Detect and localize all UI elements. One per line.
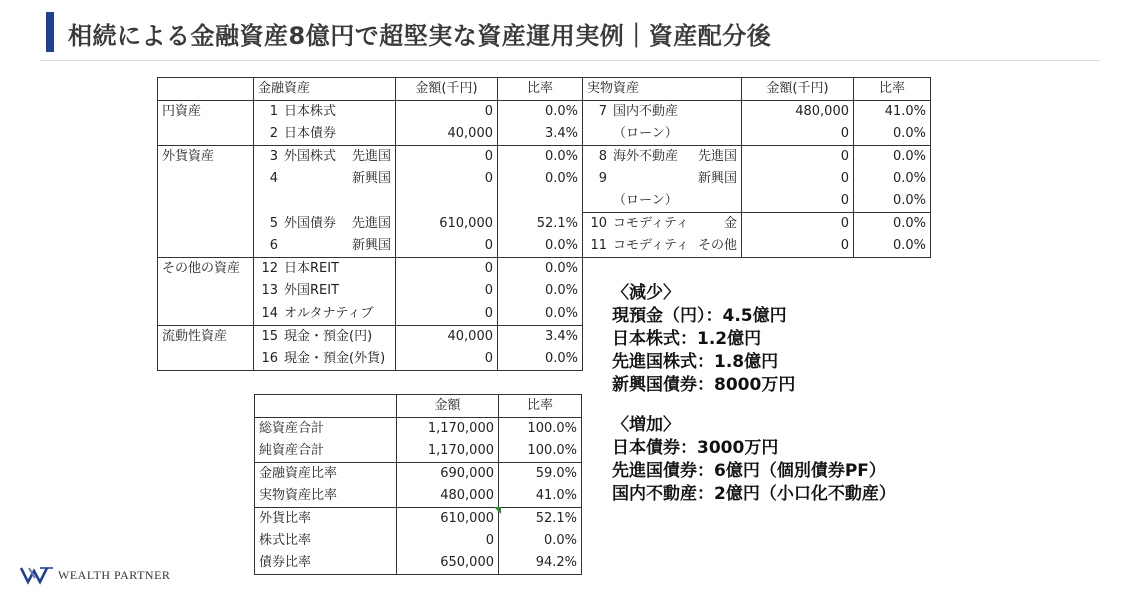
ratio-cell: 0.0% — [854, 213, 931, 236]
asset-name-cell — [254, 145, 396, 168]
asset-number: 7 — [598, 103, 607, 119]
asset-number: 8 — [598, 148, 607, 164]
increase-notes — [612, 414, 896, 506]
header-cell: 金額 — [397, 395, 499, 418]
ratio-cell: 0.0% — [498, 258, 583, 281]
increase-heading: 〈増加〉 — [612, 415, 680, 435]
category-cell — [158, 348, 254, 371]
header-cell — [255, 395, 397, 418]
table-row — [255, 440, 582, 463]
asset-name-cell — [254, 325, 396, 348]
asset-name-cell — [254, 258, 396, 281]
table-header-row — [158, 78, 931, 101]
table-row — [158, 348, 931, 371]
empty-cell — [583, 258, 931, 281]
table-header-row — [255, 395, 582, 418]
header-cell — [158, 78, 254, 101]
asset-name-cell — [254, 348, 396, 371]
ratio-cell: 0.0% — [498, 303, 583, 326]
summary-label-cell: 債券比率 — [255, 552, 397, 575]
ratio-cell: 3.4% — [498, 325, 583, 348]
amount-cell: 0 — [742, 145, 854, 168]
table-row — [158, 100, 931, 123]
asset-name: オルタナティブ — [284, 305, 374, 321]
asset-sub: 新興国 — [351, 170, 391, 186]
ratio-cell: 41.0% — [499, 485, 582, 508]
ratio-cell: 0.0% — [498, 280, 583, 303]
header-cell: 金融資産 — [254, 78, 396, 101]
asset-name: 外国REIT — [284, 283, 340, 299]
summary-label-cell: 金融資産比率 — [255, 462, 397, 485]
table-row — [255, 485, 582, 508]
category-cell: 流動性資産 — [158, 325, 254, 348]
asset-name: 外国株式 — [284, 148, 337, 164]
asset-number: 11 — [590, 238, 607, 253]
table-row — [158, 145, 931, 168]
asset-sub: 新興国 — [697, 170, 737, 186]
ratio-cell: 0.0% — [854, 123, 931, 146]
asset-number: 3 — [269, 148, 278, 164]
asset-number: 13 — [261, 283, 278, 299]
note-line: 先進国債券：6億円（個別債券PF） — [612, 461, 886, 481]
ratio-cell: 59.0% — [499, 462, 582, 485]
header-cell: 金額(千円) — [742, 78, 854, 101]
ratio-cell: 3.4% — [498, 123, 583, 146]
amount-cell: 480,000 — [742, 100, 854, 123]
ratio-cell: 0.0% — [498, 235, 583, 258]
amount-cell: 0 — [396, 145, 498, 168]
header-cell: 比率 — [854, 78, 931, 101]
ratio-cell: 0.0% — [854, 168, 931, 191]
table-row — [255, 530, 582, 553]
asset-name: 海外不動産 — [613, 148, 679, 164]
asset-number: 12 — [261, 261, 278, 276]
decrease-notes — [612, 282, 795, 397]
amount-cell: 0 — [397, 530, 499, 553]
amount-cell: 0 — [742, 123, 854, 146]
category-cell: その他の資産 — [158, 258, 254, 281]
note-line: 現預金（円）：4.5億円 — [612, 306, 787, 326]
asset-name-cell — [254, 213, 396, 236]
asset-name-cell — [254, 190, 396, 213]
note-line: 日本債券：3000万円 — [612, 438, 779, 458]
header-cell: 比率 — [498, 78, 583, 101]
asset-name: 現金・預金(外貨) — [284, 350, 386, 366]
amount-cell: 610,000 — [396, 213, 498, 236]
category-cell: 円資産 — [158, 100, 254, 123]
amount-cell: 610,000 — [397, 507, 499, 530]
ratio-cell: 94.2% — [499, 552, 582, 575]
asset-name: 日本REIT — [284, 261, 340, 276]
table-row — [255, 417, 582, 440]
category-cell — [158, 190, 254, 213]
summary-label-cell: 総資産合計 — [255, 417, 397, 440]
asset-name: 外国債券 — [284, 215, 337, 231]
table-row — [158, 213, 931, 236]
decrease-heading: 〈減少〉 — [612, 283, 680, 303]
ratio-cell: 0.0% — [854, 235, 931, 258]
real-asset-name-cell — [583, 190, 742, 213]
summary-table — [254, 394, 582, 575]
asset-number: 1 — [269, 103, 278, 119]
brand-logo — [20, 565, 170, 585]
cell-comment-marker — [494, 507, 501, 514]
title-divider — [40, 60, 1100, 61]
category-cell — [158, 280, 254, 303]
title-accent-bar — [46, 12, 54, 52]
ratio-cell: 52.1% — [499, 507, 582, 530]
table-row — [158, 325, 931, 348]
amount-cell: 480,000 — [397, 485, 499, 508]
amount-cell: 0 — [396, 100, 498, 123]
ratio-cell: 0.0% — [854, 190, 931, 213]
ratio-cell: 0.0% — [498, 100, 583, 123]
table-row — [255, 462, 582, 485]
header-cell: 実物資産 — [583, 78, 742, 101]
asset-name-cell — [254, 235, 396, 258]
summary-label-cell: 純資産合計 — [255, 440, 397, 463]
note-line: 先進国株式：1.8億円 — [612, 352, 779, 372]
amount-cell: 0 — [396, 235, 498, 258]
page-title: 相続による金融資産8億円で超堅実な資産運用実例｜資産配分後 — [68, 22, 772, 50]
category-cell — [158, 123, 254, 146]
asset-sub: その他 — [697, 238, 737, 253]
category-cell — [158, 303, 254, 326]
note-line: 新興国債券：8000万円 — [612, 375, 796, 395]
amount-cell: 1,170,000 — [397, 417, 499, 440]
asset-name: 国内不動産 — [613, 103, 679, 119]
brand-name: WEALTH PARTNER — [58, 567, 171, 582]
asset-number: 6 — [269, 238, 278, 253]
amount-cell: 40,000 — [396, 325, 498, 348]
asset-number: 15 — [261, 328, 278, 344]
note-line: 日本株式：1.2億円 — [612, 329, 762, 349]
asset-name: 日本債券 — [284, 125, 337, 141]
asset-number: 10 — [590, 216, 607, 231]
note-line: 国内不動産：2億円（小口化不動産） — [612, 484, 896, 504]
asset-number: 5 — [269, 215, 278, 231]
ratio-cell — [498, 190, 583, 213]
asset-name: コモディティ — [613, 238, 689, 253]
category-cell — [158, 168, 254, 191]
real-asset-name-cell — [583, 145, 742, 168]
asset-name: （ローン） — [613, 193, 678, 208]
summary-label-cell: 株式比率 — [255, 530, 397, 553]
asset-sub: 先進国 — [351, 215, 391, 231]
wealth-partner-logo-icon — [20, 565, 54, 585]
table-row — [158, 190, 931, 213]
table-row — [158, 303, 931, 326]
real-asset-name-cell — [583, 123, 742, 146]
asset-sub: 金 — [723, 216, 737, 231]
summary-label-cell: 外貨比率 — [255, 507, 397, 530]
real-asset-name-cell — [583, 213, 742, 236]
allocation-table — [157, 77, 931, 371]
summary-label-cell: 実物資産比率 — [255, 485, 397, 508]
amount-cell: 0 — [396, 280, 498, 303]
table-row — [158, 280, 931, 303]
asset-number: 9 — [598, 170, 607, 186]
asset-number: 14 — [261, 305, 278, 321]
amount-cell: 40,000 — [396, 123, 498, 146]
amount-cell: 0 — [396, 303, 498, 326]
ratio-cell: 100.0% — [499, 417, 582, 440]
amount-cell: 0 — [742, 235, 854, 258]
ratio-cell: 0.0% — [498, 168, 583, 191]
table-row — [158, 235, 931, 258]
ratio-cell: 0.0% — [498, 145, 583, 168]
real-asset-name-cell — [583, 100, 742, 123]
category-cell — [158, 235, 254, 258]
amount-cell: 0 — [396, 348, 498, 371]
amount-cell: 0 — [396, 168, 498, 191]
table-row — [158, 258, 931, 281]
ratio-cell: 0.0% — [498, 348, 583, 371]
asset-sub: 先進国 — [351, 148, 391, 164]
asset-name: コモディティ — [613, 216, 689, 231]
category-cell: 外貨資産 — [158, 145, 254, 168]
ratio-cell: 100.0% — [499, 440, 582, 463]
amount-cell: 690,000 — [397, 462, 499, 485]
amount-cell — [396, 190, 498, 213]
asset-name: （ローン） — [613, 125, 678, 141]
ratio-cell: 0.0% — [854, 145, 931, 168]
amount-cell: 1,170,000 — [397, 440, 499, 463]
table-row — [158, 168, 931, 191]
header-cell: 金額(千円) — [396, 78, 498, 101]
asset-sub: 先進国 — [697, 148, 737, 164]
amount-cell: 0 — [742, 168, 854, 191]
table-row — [255, 507, 582, 530]
asset-name-cell — [254, 168, 396, 191]
asset-number: 4 — [269, 170, 278, 186]
asset-number: 16 — [261, 350, 278, 366]
amount-cell: 0 — [396, 258, 498, 281]
asset-name: 日本株式 — [284, 103, 337, 119]
real-asset-name-cell — [583, 168, 742, 191]
asset-name-cell — [254, 280, 396, 303]
real-asset-name-cell — [583, 235, 742, 258]
header-cell: 比率 — [499, 395, 582, 418]
table-row — [158, 123, 931, 146]
amount-cell: 650,000 — [397, 552, 499, 575]
ratio-cell: 52.1% — [498, 213, 583, 236]
amount-cell: 0 — [742, 190, 854, 213]
category-cell — [158, 213, 254, 236]
table-row — [255, 552, 582, 575]
asset-number: 2 — [269, 125, 278, 141]
ratio-cell: 0.0% — [499, 530, 582, 553]
asset-sub: 新興国 — [351, 238, 391, 253]
amount-cell: 0 — [742, 213, 854, 236]
asset-name-cell — [254, 303, 396, 326]
asset-name-cell — [254, 100, 396, 123]
ratio-cell: 41.0% — [854, 100, 931, 123]
asset-name-cell — [254, 123, 396, 146]
asset-name: 現金・預金(円) — [284, 328, 373, 344]
